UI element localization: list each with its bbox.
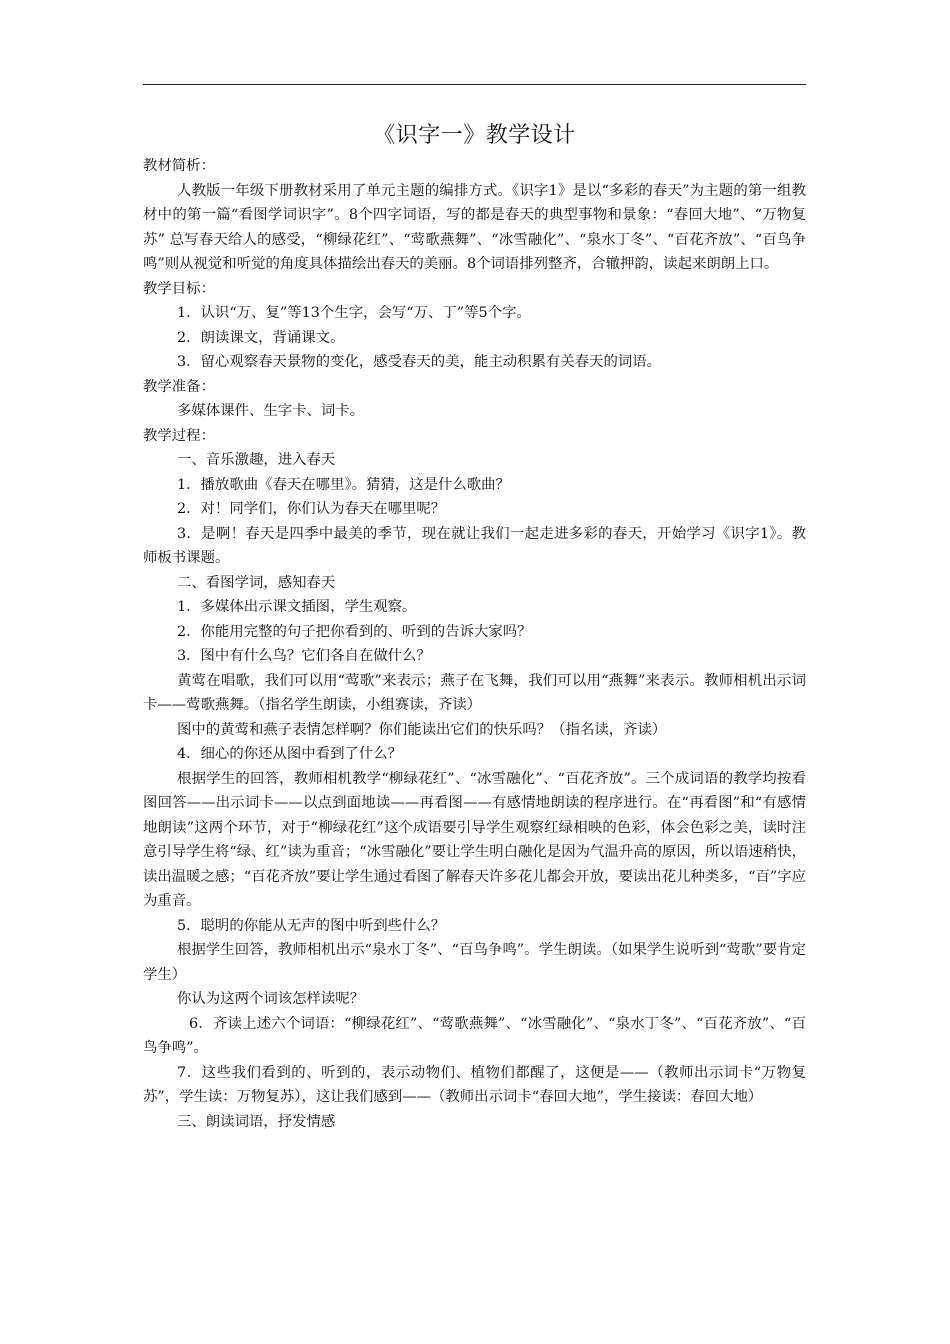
paragraphs: [143, 154, 806, 1134]
paragraph: 4．细心的你还从图中看到了什么？: [177, 746, 403, 762]
paragraph: 6．齐读上述六个词语：“柳绿花红”、“莺歌燕舞”、“冰雪融化”、“泉水丁冬”、“百花齐放”、“百鸟争鸣”。: [143, 1015, 806, 1056]
paragraph: 1．多媒体出示课文插图，学生观察。: [177, 599, 417, 615]
paragraph: 图中的黄莺和燕子表情怎样啊？你们能读出它们的快乐吗？（指名读，齐读）: [177, 721, 667, 738]
paragraph: 1．播放歌曲《春天在哪里》。猜猜，这是什么歌曲？: [177, 476, 510, 493]
paragraph: 多媒体课件、生字卡、词卡。: [177, 403, 365, 419]
section-heading: 教学过程：: [143, 427, 215, 444]
paragraph: 根据学生回答，教师相机出示“泉水丁冬”、“百鸟争鸣”。学生朗读。（如果学生说听到“莺歌”要肯定学生）: [143, 942, 806, 983]
document-title: 《识字一》教学设计: [373, 123, 576, 148]
paragraph: 1．认识“万、复”等13个生字，会写“万、丁”等5个字。: [177, 305, 531, 321]
paragraph: 三、朗读词语，抒发情感: [177, 1113, 336, 1130]
paragraph: 2．你能用完整的句子把你看到的、听到的告诉大家吗？: [177, 623, 532, 640]
paragraph: 3．图中有什么鸟？它们各自在做什么？: [177, 648, 431, 664]
document-body: [143, 118, 806, 1134]
paragraph: 二、看图学词，感知春天: [177, 574, 336, 591]
paragraph: 一、音乐激趣，进入春天: [177, 452, 336, 468]
section-heading: 教学准备：: [143, 378, 215, 395]
paragraph: 2．朗读课文，背诵课文。: [177, 329, 345, 346]
paragraph: 5．聪明的你能从无声的图中听到些什么？: [177, 917, 446, 934]
section-heading: 教学目标：: [143, 280, 215, 297]
paragraph: 人教版一年级下册教材采用了单元主题的编排方式。《识字1》是以“多彩的春天”为主题的第一组教材中的第一篇“看图学词识字”。8个四字词语，写的都是春天的典型事物和景象：“春回大地”、“万物复苏” 总写春天给人的感受，“柳绿花红”、“莺歌燕舞”、“冰雪融化”、“泉水丁冬”、“百花齐放”、“百鸟争鸣”则从视觉和听觉的角度具体描绘出春天的美丽。8个词语排列整齐，合辙押韵，读起来朗朗上口。: [143, 182, 806, 272]
paragraph: 3．是啊！春天是四季中最美的季节，现在就让我们一起走进多彩的春天，开始学习《识字1》。教师板书课题。: [143, 525, 806, 566]
paragraph: 7．这些我们看到的、听到的，表示动物们、植物们都醒了，这便是——（教师出示词卡“万物复苏”，学生读：万物复苏），这让我们感到——（教师出示词卡“春回大地”，学生接读：春回大地）: [143, 1064, 806, 1105]
paragraph: 3．留心观察春天景物的变化，感受春天的美，能主动积累有关春天的词语。: [177, 354, 662, 370]
paragraph: 黄莺在唱歌，我们可以用“莺歌”来表示；燕子在飞舞，我们可以用“燕舞”来表示。教师相机出示词卡——莺歌燕舞。（指名学生朗读，小组赛读，齐读）: [143, 672, 806, 713]
section-heading: 教材简析：: [143, 158, 215, 174]
paragraph: 你认为这两个词该怎样读呢？: [177, 991, 365, 1007]
header-rule: [143, 84, 806, 85]
paragraph: 根据学生的回答，教师相机教学“柳绿花红”、“冰雪融化”、“百花齐放”。三个成词语的教学均按看图回答——出示词卡——以点到面地读——再看图——有感情地朗读的程序进行。在“再看图”和“有感情地朗读”这两个环节，对于“柳绿花红”这个成语要引导学生观察红绿相映的色彩，体会色彩之美，读时注意引导学生将“绿、红”读为重音；“冰雪融化”要让学生明白融化是因为气温升高的原因，所以语速稍快，读出温暖之感；“百花齐放”要让学生通过看图了解春天许多花儿都会开放，要读出花儿种类多，“百”字应为重音。: [143, 770, 806, 909]
paragraph: 2．对！同学们，你们认为春天在哪里呢？: [177, 501, 446, 517]
